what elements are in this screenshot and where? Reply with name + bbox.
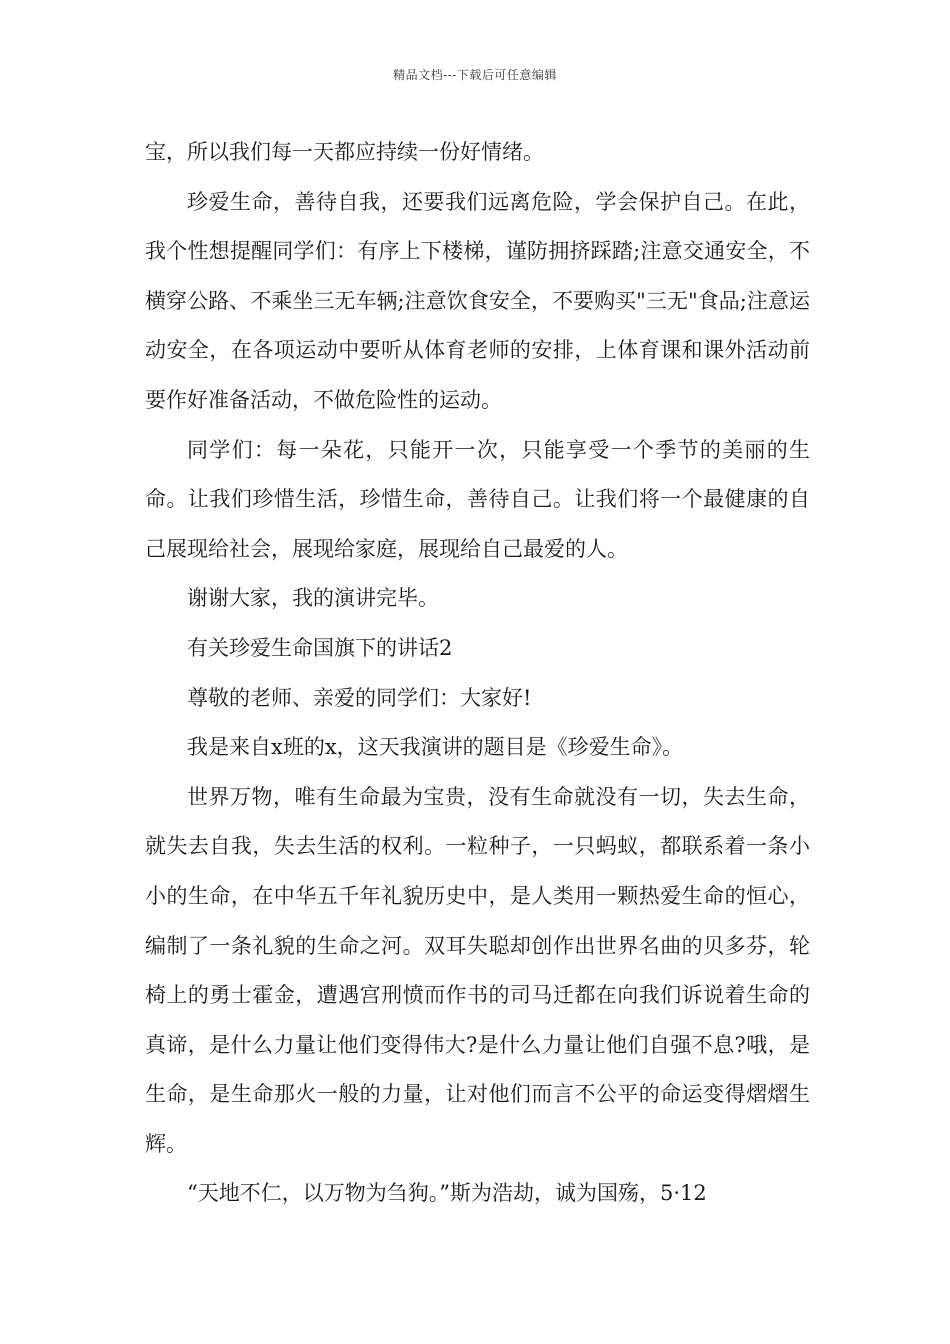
- paragraph-closing: 谢谢大家，我的演讲完毕。: [187, 586, 439, 611]
- section-title: 有关珍爱生命国旗下的讲话2: [187, 635, 453, 660]
- paragraph-safety: 珍爱生命，善待自我，还要我们远离危险，学会保护自己。在此，我个性想提醒同学们：有序上下楼梯，谨防拥挤踩踏;注意交通安全，不横穿公路、不乘坐三无车辆;注意饮食安全，不要购买"三无"食品;注意运动安全，在各项运动中要听从体育老师的安排，上体育课和课外活动前要作好准备活动，不做危险性的运动。: [145, 189, 810, 412]
- paragraph-quote: “天地不仁，以万物为刍狗。”斯为浩劫，诚为国殇，5·12: [187, 1181, 707, 1206]
- paragraph-intro: 我是来自x班的x，这天我演讲的题目是《珍爱生命》。: [187, 735, 684, 760]
- document-body: [145, 128, 810, 1219]
- paragraph-continuation: 宝，所以我们每一天都应持续一份好情绪。: [145, 140, 544, 164]
- paragraph-greeting: 尊敬的老师、亲爱的同学们：大家好!: [187, 685, 532, 710]
- paragraph-life-value: 世界万物，唯有生命最为宝贵，没有生命就没有一切，失去生命，就失去自我，失去生活的权利。一粒种子，一只蚂蚁，都联系着一条小小的生命，在中华五千年礼貌历史中，是人类用一颗热爱生命的恒心，编制了一条礼貌的生命之河。双耳失聪却创作出世界名曲的贝多芬，轮椅上的勇士霍金，遭遇宫刑愤而作书的司马迁都在向我们诉说着生命的真谛，是什么力量让他们变得伟大?是什么力量让他们自强不息?哦，是生命，是生命那火一般的力量，让对他们而言不公平的命运变得熠熠生辉。: [145, 784, 810, 1156]
- page-header: 精品文档---下载后可任意编辑: [393, 68, 557, 82]
- paragraph-cherish: 同学们：每一朵花，只能开一次，只能享受一个季节的美丽的生命。让我们珍惜生活，珍惜生命，善待自己。让我们将一个最健康的自己展现给社会，展现给家庭，展现给自己最爱的人。: [145, 437, 810, 561]
